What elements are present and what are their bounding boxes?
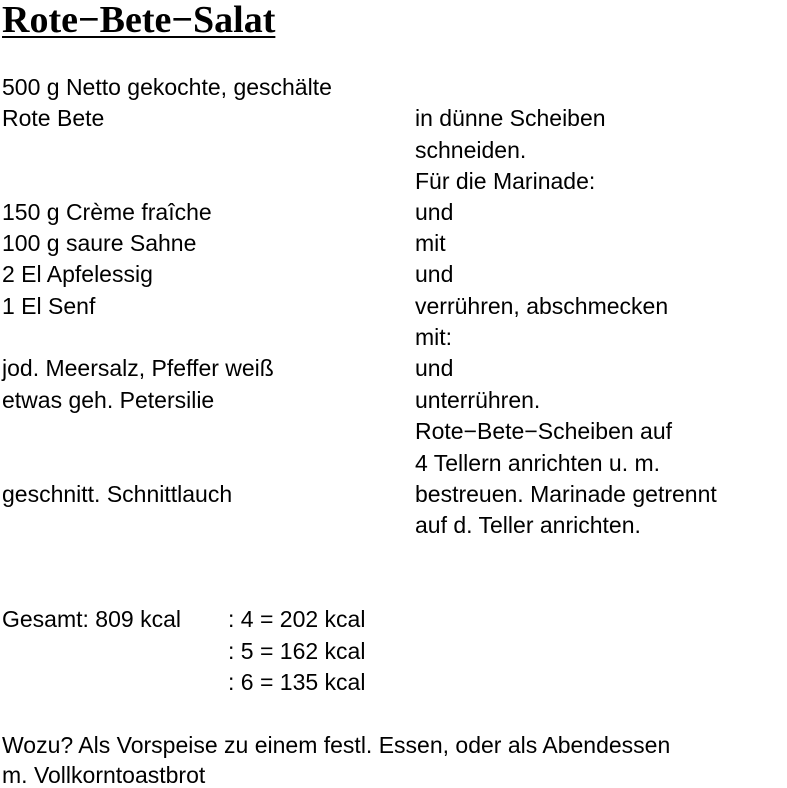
instruction-line: mit [415, 230, 446, 256]
ingredient-line: jod. Meersalz, Pfeffer weiß [2, 355, 274, 381]
ingredient-line: 100 g saure Sahne [2, 230, 197, 256]
ingredient-line: 2 El Apfelessig [2, 261, 153, 287]
serving-note-line: m. Vollkorntoastbrot [2, 762, 206, 788]
instruction-line: in dünne Scheiben [415, 105, 606, 131]
instruction-line: Rote−Bete−Scheiben auf [415, 418, 673, 444]
ingredient-line: Rote Bete [2, 105, 105, 131]
instruction-line: bestreuen. Marinade getrennt [415, 481, 717, 507]
instruction-line: 4 Tellern anrichten u. m. [415, 450, 661, 476]
instruction-line: und [415, 261, 454, 287]
instruction-line: auf d. Teller anrichten. [415, 512, 641, 538]
ingredient-line: 500 g Netto gekochte, geschälte [2, 74, 332, 100]
calories-per-6: : 6 = 135 kcal [228, 669, 366, 695]
instruction-line: und [415, 355, 454, 381]
calories-total: Gesamt: 809 kcal [2, 606, 181, 632]
ingredient-line: 1 El Senf [2, 293, 96, 319]
ingredient-line: 150 g Crème fraîche [2, 199, 212, 225]
instruction-line: Für die Marinade: [415, 168, 596, 194]
calories-per-4: : 4 = 202 kcal [228, 606, 366, 632]
calories-per-5: : 5 = 162 kcal [228, 638, 366, 664]
instruction-line: unterrühren. [415, 387, 541, 413]
instruction-line: und [415, 199, 454, 225]
instruction-line: schneiden. [415, 137, 527, 163]
instruction-line: verrühren, abschmecken [415, 293, 669, 319]
serving-note-line: Wozu? Als Vorspeise zu einem festl. Essen, oder als Abendessen [2, 732, 671, 758]
instruction-line: mit: [415, 324, 453, 350]
ingredient-line: geschnitt. Schnittlauch [2, 481, 233, 507]
recipe-title: Rote−Bete−Salat [2, 0, 276, 41]
ingredient-line: etwas geh. Petersilie [2, 387, 215, 413]
